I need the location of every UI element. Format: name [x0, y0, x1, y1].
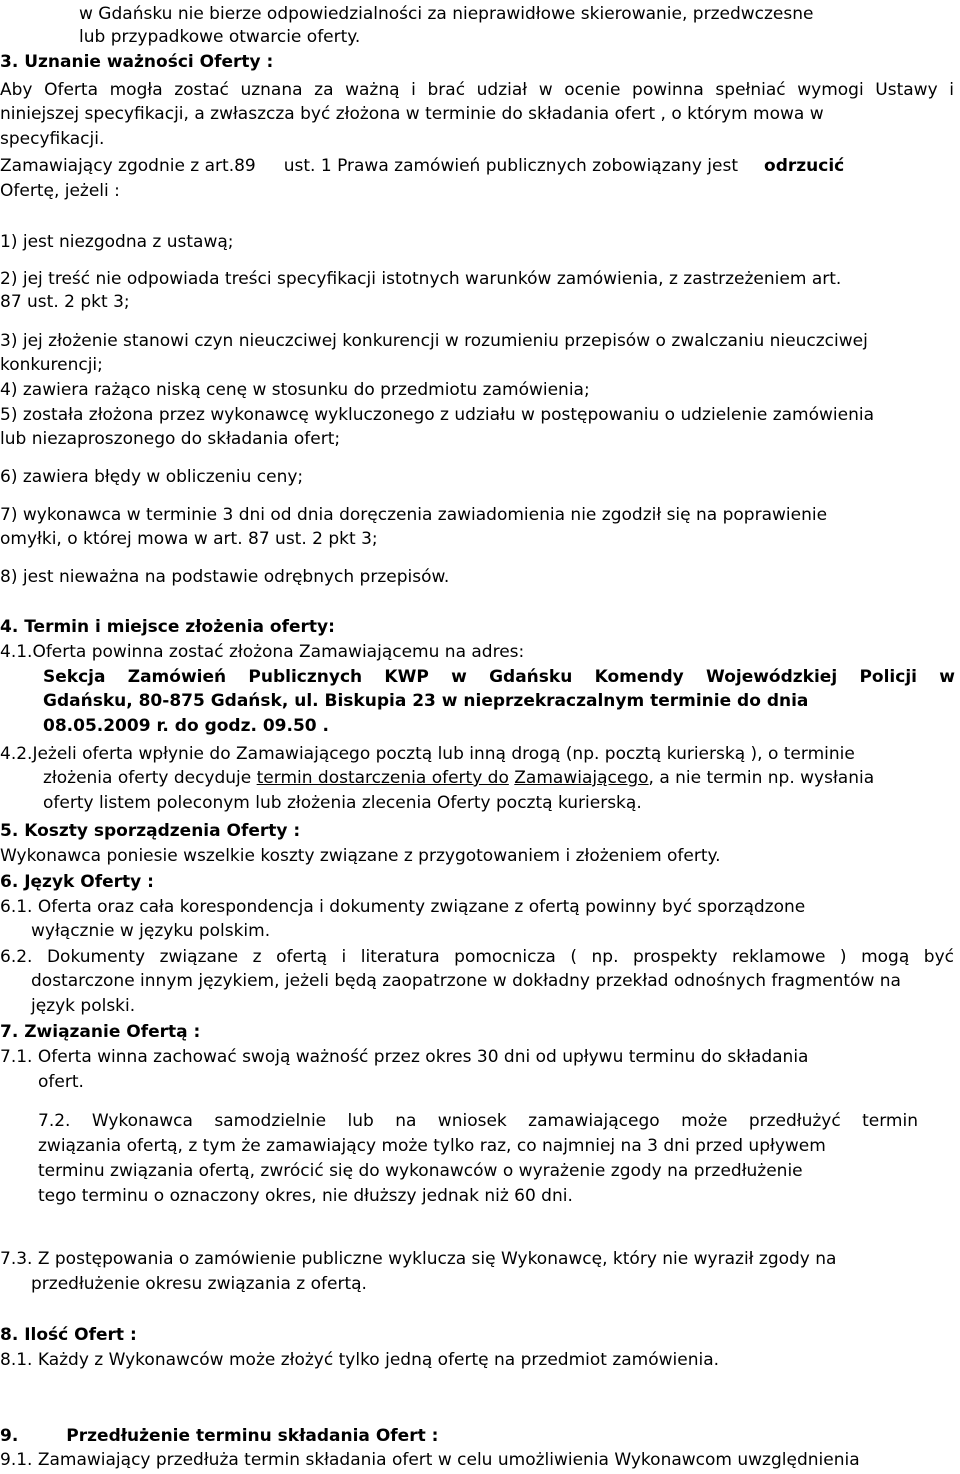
para-line: oferty listem poleconym lub złożenia zlecenia Oferty pocztą kurierską. [43, 793, 642, 813]
para-line: 7.1. Oferta winna zachować swoją ważność przez okres 30 dni od upływu terminu do składania [0, 1047, 809, 1067]
list-item: 5) została złożona przez wykonawcę wykluczonego z udziału w postępowaniu o udzielenie zamówienia [0, 405, 875, 425]
para-line: lub przypadkowe otwarcie oferty. [79, 27, 361, 47]
para-line: związania ofertą, z tym że zamawiający może tylko raz, co najmniej na 3 dni przed upływem [38, 1136, 826, 1156]
section-5-heading: 5. Koszty sporządzenia Oferty : [0, 821, 301, 841]
para-line: 7.3. Z postępowania o zamówienie publiczne wyklucza się Wykonawcę, który nie wyraził zgody na [0, 1249, 837, 1269]
para-line: 6.1. Oferta oraz cała korespondencja i dokumenty związane z ofertą powinny być sporządzone [0, 897, 806, 917]
para-line: Aby Oferta mogła zostać uznana za ważną i brać udział w ocenie powinna spełniać wymogi Ustawy i [0, 80, 954, 100]
text-span: , a nie termin np. wysłania [648, 768, 875, 788]
para-line: tego terminu o oznaczony okres, nie dłuższy jednak niż 60 dni. [38, 1186, 573, 1206]
section-number: 9. [0, 1426, 19, 1446]
para-line: 6.2. Dokumenty związane z ofertą i literatura pomocnicza ( np. prospekty reklamowe ) mogą być [0, 947, 954, 967]
section-9-heading [0, 1425, 438, 1447]
text-span: Zamawiający zgodnie z art.89 [0, 156, 256, 176]
para-line: specyfikacji. [0, 129, 105, 149]
list-item: konkurencji; [0, 355, 103, 375]
list-item: 6) zawiera błędy w obliczeniu ceny; [0, 467, 304, 487]
para-line [43, 767, 874, 789]
underlined-text: termin dostarczenia oferty do [256, 768, 509, 788]
para-line: 8.1. Każdy z Wykonawców może złożyć tylko jedną ofertę na przedmiot zamówienia. [0, 1350, 720, 1370]
para-line: 7.2. Wykonawca samodzielnie lub na wniosek zamawiającego może przedłużyć termin [38, 1111, 918, 1131]
section-title: Przedłużenie terminu składania Ofert : [66, 1426, 439, 1446]
list-item: 2) jej treść nie odpowiada treści specyfikacji istotnych warunków zamówienia, z zastrzeżeniem art. [0, 269, 842, 289]
list-item: 3) jej złożenie stanowi czyn nieuczciwej konkurencji w rozumieniu przepisów o zwalczaniu nieuczciwej [0, 331, 868, 351]
para-line: Wykonawca poniesie wszelkie koszty związane z przygotowaniem i złożeniem oferty. [0, 846, 721, 866]
list-item: 87 ust. 2 pkt 3; [0, 292, 130, 312]
text-span: ust. 1 Prawa zamówień publicznych zobowiązany jest [283, 156, 739, 176]
address-line: 08.05.2009 r. do godz. 09.50 . [43, 716, 330, 736]
para-line: 4.1.Oferta powinna zostać złożona Zamawiającemu na adres: [0, 642, 525, 662]
para-line: ofert. [38, 1072, 84, 1092]
emphasis-text: odrzucić [764, 156, 845, 176]
para-line: dostarczone innym językiem, jeżeli będą zaopatrzone w dokładny przekład odnośnych fragmentów na [31, 971, 901, 991]
list-item: lub niezaproszonego do składania ofert; [0, 429, 341, 449]
para-line: 9.1. Zamawiający przedłuża termin składania ofert w celu umożliwienia Wykonawcom uwzględnienia [0, 1450, 860, 1470]
para-line: przedłużenie okresu związania z ofertą. [31, 1274, 367, 1294]
para-line: terminu związania ofertą, zwrócić się do wykonawców o wyrażenie zgody na przedłużenie [38, 1161, 803, 1181]
para-line: wyłącznie w języku polskim. [31, 921, 271, 941]
para-line: język polski. [31, 996, 136, 1016]
list-item: 7) wykonawca w terminie 3 dni od dnia doręczenia zawiadomienia nie zgodził się na poprawienie [0, 505, 828, 525]
para-line: w Gdańsku nie bierze odpowiedzialności za nieprawidłowe skierowanie, przedwczesne [79, 4, 814, 24]
section-3-heading: 3. Uznanie ważności Oferty : [0, 52, 274, 72]
list-item: omyłki, o której mowa w art. 87 ust. 2 pkt 3; [0, 529, 378, 549]
section-4-heading: 4. Termin i miejsce złożenia oferty: [0, 617, 335, 637]
text-span: złożenia oferty decyduje [43, 768, 257, 788]
para-line: niniejszej specyfikacji, a zwłaszcza być złożona w terminie do składania ofert , o którym mowa w [0, 104, 824, 124]
underlined-text: Zamawiającego [514, 768, 649, 788]
section-6-heading: 6. Język Oferty : [0, 872, 154, 892]
address-line: Gdańsku, 80-875 Gdańsk, ul. Biskupia 23 w nieprzekraczalnym terminie do dnia [43, 691, 809, 711]
para-line [0, 155, 958, 177]
list-item: 8) jest nieważna na podstawie odrębnych przepisów. [0, 567, 450, 587]
list-item: 4) zawiera rażąco niską cenę w stosunku do przedmiotu zamówienia; [0, 380, 590, 400]
section-8-heading: 8. Ilość Ofert : [0, 1325, 137, 1345]
section-7-heading: 7. Związanie Ofertą : [0, 1022, 201, 1042]
address-line: Sekcja Zamówień Publicznych KWP w Gdańsku Komendy Wojewódzkiej Policji w [43, 667, 955, 687]
para-line: 4.2.Jeżeli oferta wpłynie do Zamawiającego pocztą lub inną drogą (np. pocztą kurierską ), o terminie [0, 744, 855, 764]
list-item: 1) jest niezgodna z ustawą; [0, 232, 234, 252]
para-line: Ofertę, jeżeli : [0, 181, 120, 201]
